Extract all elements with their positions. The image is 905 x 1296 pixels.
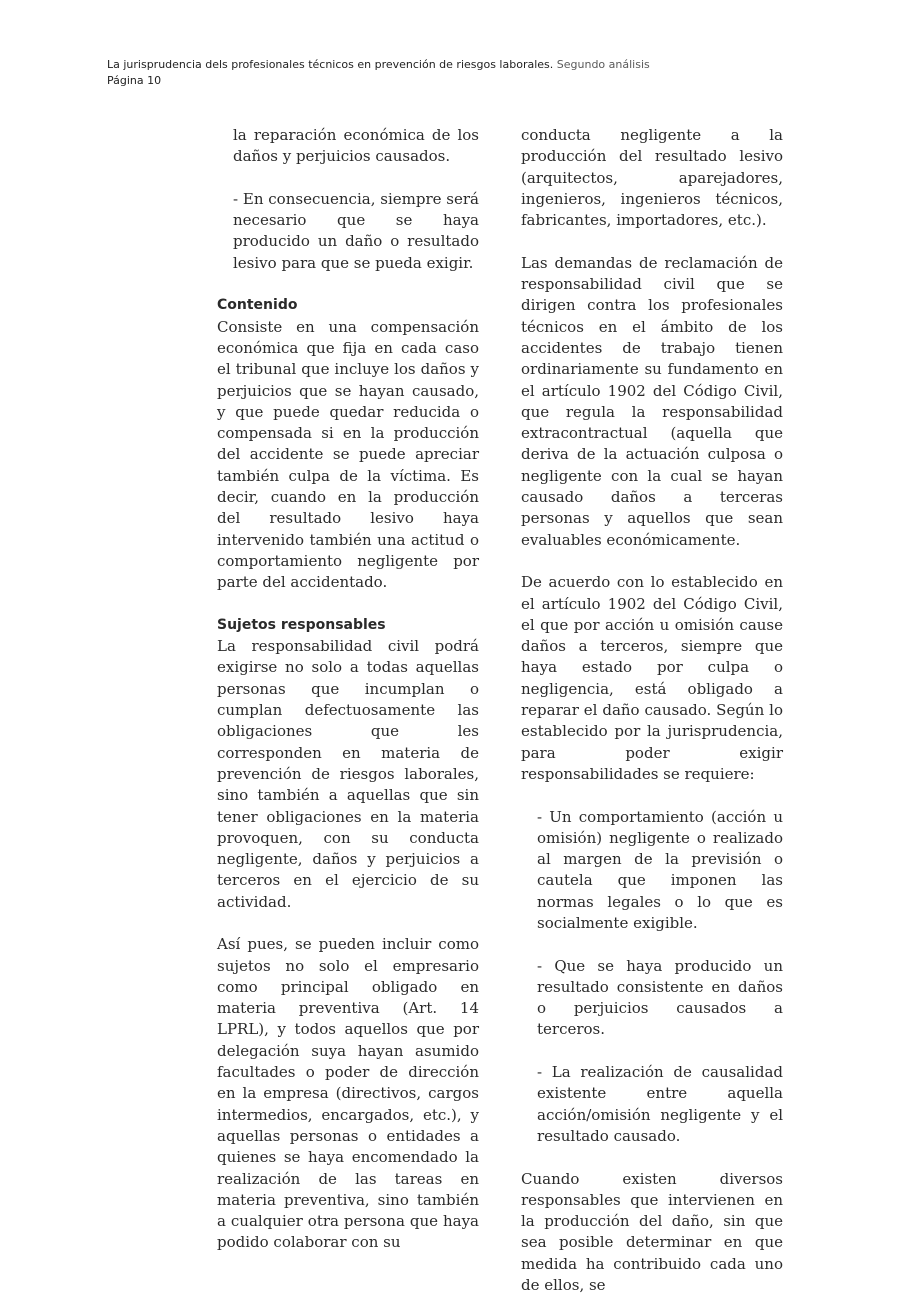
paragraph: La responsabilidad civil podrá exigirse no solo a todas aquellas personas que incumplan o cumplan defectuosamente las obligaciones que les corresponden en materia de prevención de riesgos laborales, sino también a aquellas que sin tener obligaciones en la materia provoquen, con su conducta negligente, daños y perjuicios a terceros en el ejercicio de su actividad. [217,637,479,911]
section-heading-contenido: Contenido [217,297,298,314]
paragraph: De acuerdo con lo establecido en el artículo 1902 del Código Civil, el que por acción u omisión cause daños a terceros, siempre que haya estado por culpa o negligencia, está obligado a reparar el daño causado. Según lo establecido por la jurisprudencia, para poder exigir responsabilidades se requiere: [521,573,783,783]
paragraph: la reparación económica de los daños y perjuicios causados. [233,126,479,166]
document-subtitle: Segundo análisis [556,58,650,71]
paragraph: - En consecuencia, siempre será necesario que se haya producido un daño o resultado lesivo para que se pueda exigir. [233,189,479,272]
paragraph: Consiste en una compensación económica que fija en cada caso el tribunal que incluye los daños y perjuicios que se hayan causado, y que puede quedar reducida o compensada si en la producción del accidente se puede apreciar también culpa de la víctima. Es decir, cuando en la producción del resultado lesivo haya intervenido también una actitud o comportamiento negligente por parte del accidentado. [217,317,479,592]
header-title-line [107,57,867,73]
section-heading-sujetos: Sujetos responsables [217,616,386,633]
list-item: - Que se haya producido un resultado consistente en daños o perjuicios causados a terceros. [537,956,783,1039]
paragraph: Cuando existen diversos responsables que intervienen en la producción del daño, sin que sea posible determinar en que medida ha contribuido cada uno de ellos, se [521,1169,783,1295]
page-header [107,57,867,89]
left-column [217,125,479,1254]
paragraph: conducta negligente a la producción del resultado lesivo (arquitectos, aparejadores, ingenieros, ingenieros técnicos, fabricantes, importadores, etc.). [521,126,783,230]
list-item: - La realización de causalidad existente entre aquella acción/omisión negligente y el resultado causado. [537,1063,783,1145]
paragraph: Así pues, se pueden incluir como sujetos no solo el empresario como principal obligado en materia preventiva (Art. 14 LPRL), y todos aquellos que por delegación suya hayan asumido facultades o poder de dirección en la empresa (directivos, cargos intermedios, encargados, etc.), y aquellas personas o entidades a quienes se haya encomendado la realización de las tareas en materia preventiva, sino también a cualquier otra persona que haya podido colaborar con su [217,935,479,1252]
paragraph: Las demandas de reclamación de responsabilidad civil que se dirigen contra los profesionales técnicos en el ámbito de los accidentes de trabajo tienen ordinariamente su fundamento en el artículo 1902 del Código Civil, que regula la responsabilidad extracontractual (aquella que deriva de la actuación culposa o negligente con la cual se hayan causado daños a terceras personas y aquellos que sean evaluables económicamente. [521,253,783,549]
list-item: - Un comportamiento (acción u omisión) negligente o realizado al margen de la previsión o cautela que imponen las normas legales o lo que es socialmente exigible. [537,807,783,932]
right-column [521,125,783,1296]
document-title: La jurisprudencia dels profesionales técnicos en prevención de riesgos laborales. [107,58,554,71]
page-number: Página 10 [107,74,162,87]
